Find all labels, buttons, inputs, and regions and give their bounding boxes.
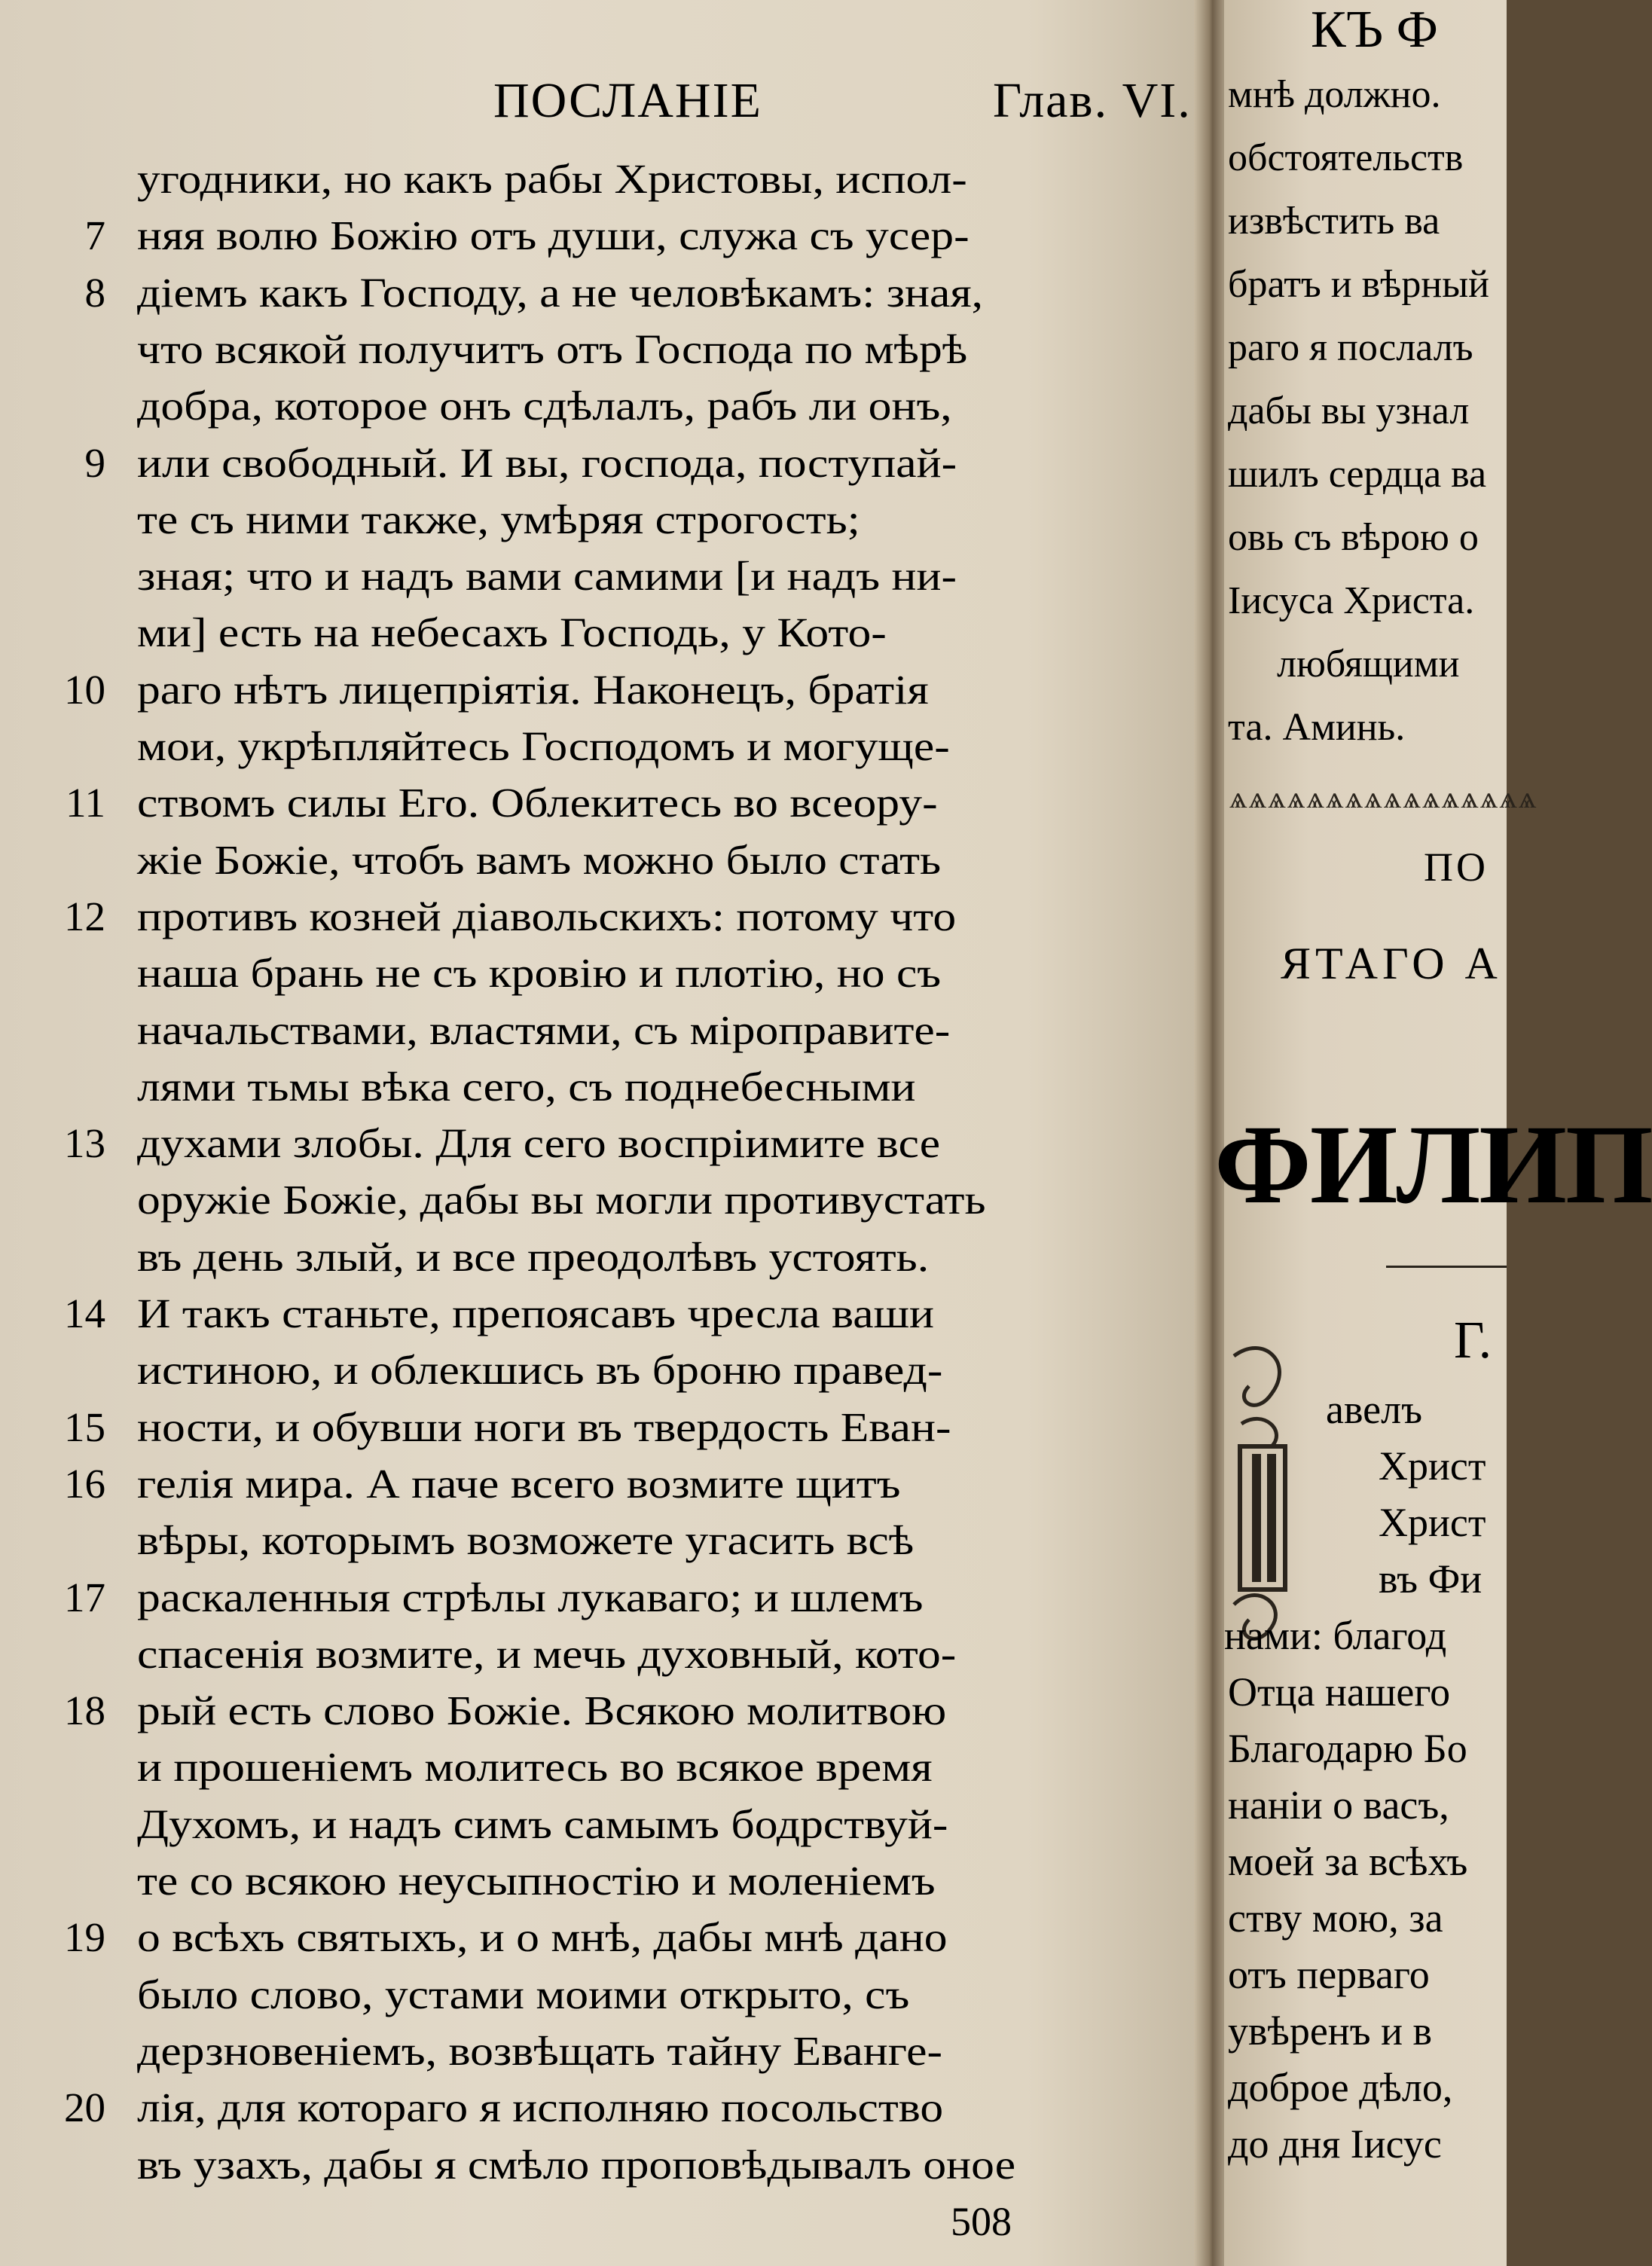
text-line [137,1512,1207,1568]
right-body-line: увѣренъ и в [1228,2008,1433,2054]
right-body-line: ству мою, за [1228,1895,1443,1941]
line-text: ми] есть на небесахъ Господь, у Кото- [137,609,887,655]
right-body-line: нами: благод [1224,1613,1447,1658]
line-text: духами злобы. Для сего воспріимите все [137,1120,941,1166]
text-line [137,1115,1207,1171]
text-line [137,1002,1207,1058]
line-text: гелія мира. А паче всего возмите щитъ [137,1461,901,1507]
line-text: ности, и обувши ноги въ твердость Еван- [137,1404,951,1450]
right-text-line: та. Аминь. [1228,706,1406,749]
line-text: жіе Божіе, чтобъ вамъ можно было стать [137,837,942,883]
right-body-line: доброе дѣло, [1228,2065,1453,2110]
right-text-line: братъ и вѣрный [1228,263,1490,306]
right-title-filip: ФИЛИП [1214,1102,1652,1227]
line-text: противъ козней діавольскихъ: потому что [137,893,957,939]
text-line [137,888,1207,945]
text-line [137,1852,1207,1909]
right-body-line: Христ [1379,1500,1486,1545]
text-line [137,1796,1207,1852]
verse-number: 20 [64,2084,105,2130]
right-text-line: овь съ вѣрою о [1228,516,1479,559]
right-text-line: мнѣ должно. [1228,73,1441,116]
verse-number: 12 [64,893,105,939]
text-line [137,491,1207,548]
line-text: и прошеніемъ молитесь во всякое время [137,1744,933,1790]
right-body-line: Христ [1379,1443,1486,1489]
verse-number: 19 [64,1914,105,1960]
verse-number: 13 [64,1120,105,1166]
text-line [137,2079,1207,2136]
line-text: наша брань не съ кровію и плотію, но съ [137,950,942,996]
line-text: ствомъ силы Его. Облекитесь во всеору- [137,780,938,826]
right-title-svyatago: ЯТАГО А [1281,939,1502,988]
right-body-line: авелъ [1326,1387,1422,1432]
line-text: діемъ какъ Господу, а не человѣкамъ: зная, [137,270,984,316]
text-line [137,1455,1207,1512]
right-text-line: извѣстить ва [1228,200,1440,243]
text-line [137,1682,1207,1739]
right-title-po: ПО [1424,844,1489,890]
text-line [137,2136,1207,2193]
right-text-line: шилъ сердца ва [1228,453,1487,496]
dropcap-ornament-icon [1219,1333,1302,1657]
verse-number: 18 [64,1687,105,1733]
ornament-border: ѧѧѧѧѧѧѧѧѧѧѧѧѧѧѧѧ [1229,780,1538,814]
line-text: угодники, но какъ рабы Христовы, испол- [137,156,967,202]
text-line [137,548,1207,604]
line-text: дерзновеніемъ, возвѣщать тайну Еванге- [137,2028,943,2074]
verse-number: 7 [84,212,105,258]
verse-number: 15 [64,1404,105,1450]
line-text: спасенія возмите, и мечь духовный, кото- [137,1631,957,1677]
right-running-head: КЪ Ф [1311,1,1438,59]
title-rule [1386,1266,1507,1268]
line-text: няя волю Божію отъ души, служа съ усер- [137,212,970,258]
text-line [137,1285,1207,1342]
text-line [137,207,1207,264]
verse-number: 8 [84,270,105,316]
right-body-line: нанiи о васъ, [1228,1782,1449,1828]
text-line [137,2023,1207,2079]
verse-number: 14 [64,1290,105,1336]
text-line [137,661,1207,718]
right-body-line: Отца нашего [1228,1669,1451,1715]
text-line [137,435,1207,491]
line-text: раго нѣтъ лицепріятія. Наконецъ, братія [137,667,929,713]
text-line [137,1171,1207,1228]
line-text: было слово, устами моими открыто, съ [137,1971,910,2017]
text-line [137,1342,1207,1398]
text-line [137,1058,1207,1115]
right-text-line: любящими [1277,643,1460,686]
text-line [137,151,1207,207]
line-text: раскаленныя стрѣлы лукаваго; и шлемъ [137,1574,924,1620]
right-text-line: Іисуса Христа. [1228,579,1475,622]
verse-number: 10 [64,667,105,713]
right-text-line: дабы вы узнал [1228,389,1470,432]
line-text: оружіе Божіе, дабы вы могли противустать [137,1177,986,1223]
text-line [137,1626,1207,1682]
right-chapter-label: Г. [1454,1312,1492,1370]
line-text: лія, для котораго я исполняю посольство [137,2084,944,2130]
page-number: 508 [951,2199,1012,2244]
text-line [137,1229,1207,1285]
verse-number: 9 [84,440,105,486]
line-text: те со всякою неусыпностію и моленіемъ [137,1858,936,1904]
text-line [137,321,1207,377]
text-line [137,604,1207,661]
line-text: въ день злый, и все преодолѣвъ устоять. [137,1234,930,1280]
line-text: начальствами, властями, съ міроправите- [137,1007,951,1053]
text-line [137,1966,1207,2023]
line-text: о всѣхъ святыхъ, и о мнѣ, дабы мнѣ дано [137,1914,948,1960]
line-text: въ узахъ, дабы я смѣло проповѣдывалъ оное [137,2142,1016,2188]
text-line [137,1569,1207,1626]
right-body-line: до дня Іисус [1228,2121,1442,2167]
line-text: вѣры, которымъ возможете угасить всѣ [137,1517,915,1563]
right-body-line: въ Фи [1379,1556,1483,1602]
text-line [137,774,1207,831]
running-title: ПОСЛАНІЕ [493,73,762,128]
right-body-line: отъ перваго [1228,1952,1430,1997]
right-body-line: моей за всѣхъ [1228,1839,1468,1884]
line-text: добра, которое онъ сдѣлалъ, рабъ ли онъ, [137,383,952,429]
right-text-line: раго я послалъ [1228,326,1473,369]
text-line [137,264,1207,321]
verse-number: 16 [64,1461,105,1507]
text-line [137,832,1207,888]
verse-number: 11 [66,780,105,826]
line-text: лями тьмы вѣка сего, съ поднебесными [137,1064,916,1110]
line-text: или свободный. И вы, господа, поступай- [137,440,957,486]
text-line [137,377,1207,434]
line-text: истиною, и облекшись въ броню правед- [137,1347,943,1393]
chapter-heading: Глав. VI. [993,73,1192,128]
verse-number: 17 [64,1574,105,1620]
text-line [137,1739,1207,1795]
line-text: Духомъ, и надъ симъ самымъ бодрствуй- [137,1801,948,1847]
text-line [137,1909,1207,1965]
line-text: что всякой получитъ отъ Господа по мѣрѣ [137,326,968,372]
right-text-line: обстоятельств [1228,136,1464,179]
line-text: зная; что и надъ вами самими [и надъ ни- [137,553,957,599]
right-body-line: Благодарю Бо [1228,1726,1467,1771]
text-line [137,1399,1207,1455]
line-text: И такъ станьте, препоясавъ чресла ваши [137,1290,934,1336]
line-text: мои, укрѣпляйтесь Господомъ и могуще- [137,723,950,769]
line-text: рый есть слово Божіе. Всякою молитвою [137,1687,947,1733]
text-line [137,718,1207,774]
line-text: те съ ними также, умѣряя строгость; [137,496,860,542]
text-line [137,945,1207,1001]
